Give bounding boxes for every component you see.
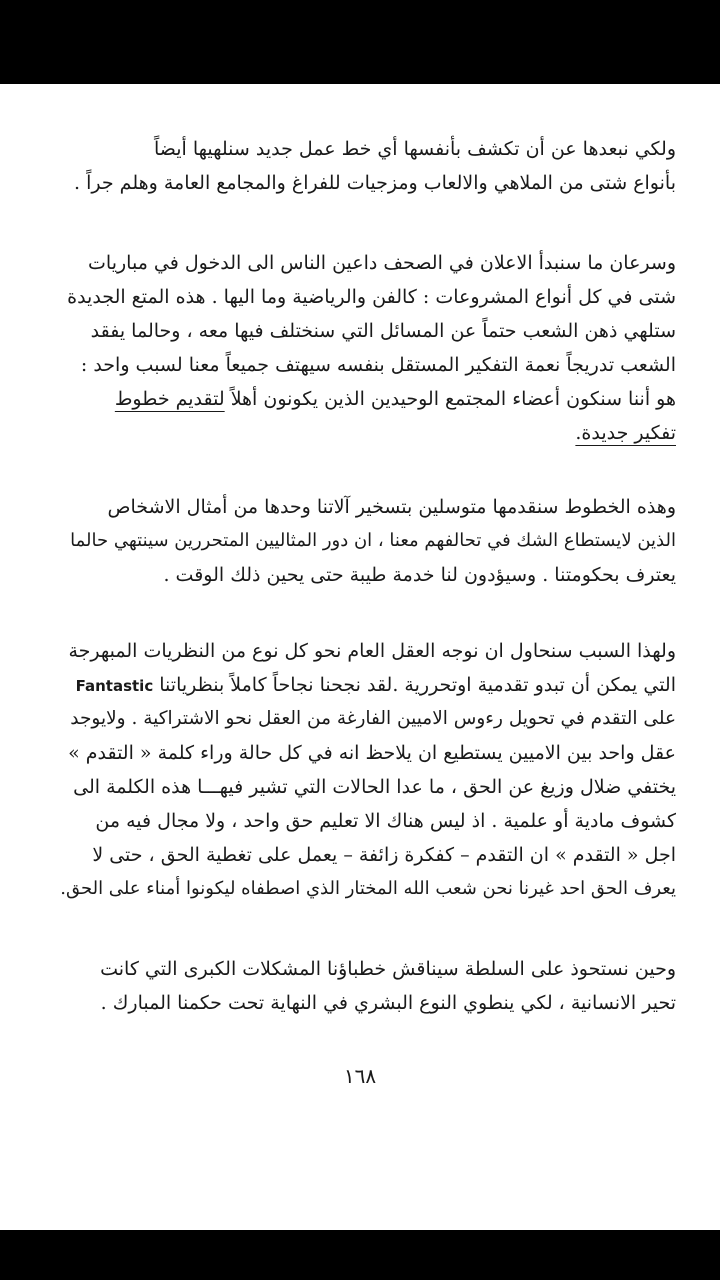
paragraph-5 [60, 952, 676, 1020]
text-line: تحير الانسانية ، لكي ينطوي النوع البشري في النهاية تحت حكمنا المبارك . [100, 992, 676, 1014]
underlined-phrase: لتقديم خطوط [114, 388, 225, 410]
text-line: وحين نستحوذ على السلطة سيناقش خطباؤنا المشكلات الكبرى التي كانت [100, 958, 676, 980]
text-line-with-latin [60, 668, 676, 702]
text-line: يعترف بحكومتنا . وسيؤدون لنا خدمة طيبة حتى يحين ذلك الوقت . [163, 564, 676, 586]
text-line: وسرعان ما سنبدأ الاعلان في الصحف داعين الناس الى الدخول في مباريات [88, 252, 676, 274]
text-line: بأنواع شتى من الملاهي والالعاب ومزجيات للفراغ والمجامع العامة وهلم جراً . [74, 172, 676, 194]
underlined-line [60, 416, 676, 450]
paragraph-1 [60, 132, 676, 200]
text-fragment: التي يمكن أن تبدو تقدمية اوتحررية .لقد نجحنا نجاحاً كاملاً بنظرياتنا [159, 674, 676, 696]
text-line: عقل واحد بين الاميين يستطيع ان يلاحظ انه في كل حالة وراء كلمة « التقدم » [68, 742, 676, 764]
text-line: يعرف الحق احد غيرنا نحن شعب الله المختار الذي اصطفاه ليكونوا أمناء على الحق. [60, 878, 676, 899]
page-number: ١٦٨ [343, 1064, 377, 1088]
text-line: وهذه الخطوط سنقدمها متوسلين بتسخير آلاتنا وحدها من أمثال الاشخاص [107, 496, 676, 518]
paragraph-3 [60, 490, 676, 592]
text-line-with-underline [60, 382, 676, 416]
text-line: اجل « التقدم » ان التقدم – كفكرة زائفة – يعمل على تغطية الحق ، حتى لا [92, 844, 676, 866]
text-line: ستلهي ذهن الشعب حتماً عن المسائل التي سنختلف فيها معه ، وحالما يفقد [90, 320, 676, 342]
text-line: الذين لايستطاع الشك في تحالفهم معنا ، ان دور المثاليين المتحررين سينتهي حالما [70, 530, 676, 551]
latin-word: Fantastic [75, 677, 154, 695]
text-line: شتى في كل أنواع المشروعات : كالفن والرياضية وما اليها . هذه المتع الجديدة [67, 286, 676, 308]
underlined-phrase: تفكير جديدة. [575, 422, 676, 444]
text-line: على التقدم في تحويل رءوس الاميين الفارغة من العقل نحو الاشتراكية . ولايوجد [70, 708, 676, 729]
text-line: الشعب تدريجاً نعمة التفكير المستقل بنفسه سيهتف جميعاً معنا لسبب واحد : [80, 354, 676, 376]
book-page [0, 84, 720, 1230]
text-line: ولهذا السبب سنحاول ان نوجه العقل العام نحو كل نوع من النظريات المبهرجة [68, 640, 676, 662]
text-line: يختفي ضلال وزيغ عن الحق ، ما عدا الحالات التي تشير فيهـــا هذه الكلمة الى [73, 776, 676, 798]
paragraph-4 [60, 634, 676, 906]
paragraph-2 [60, 246, 676, 450]
text-line: ولكي نبعدها عن أن تكشف بأنفسها أي خط عمل جديد سنلهيها أيضاً [153, 138, 676, 160]
text-line: كشوف مادية أو علمية . اذ ليس هناك الا تعليم حق واحد ، ولا مجال فيه من [95, 810, 676, 832]
text-fragment: هو أننا سنكون أعضاء المجتمع الوحيدين الذين يكونون أهلاً [230, 388, 676, 410]
